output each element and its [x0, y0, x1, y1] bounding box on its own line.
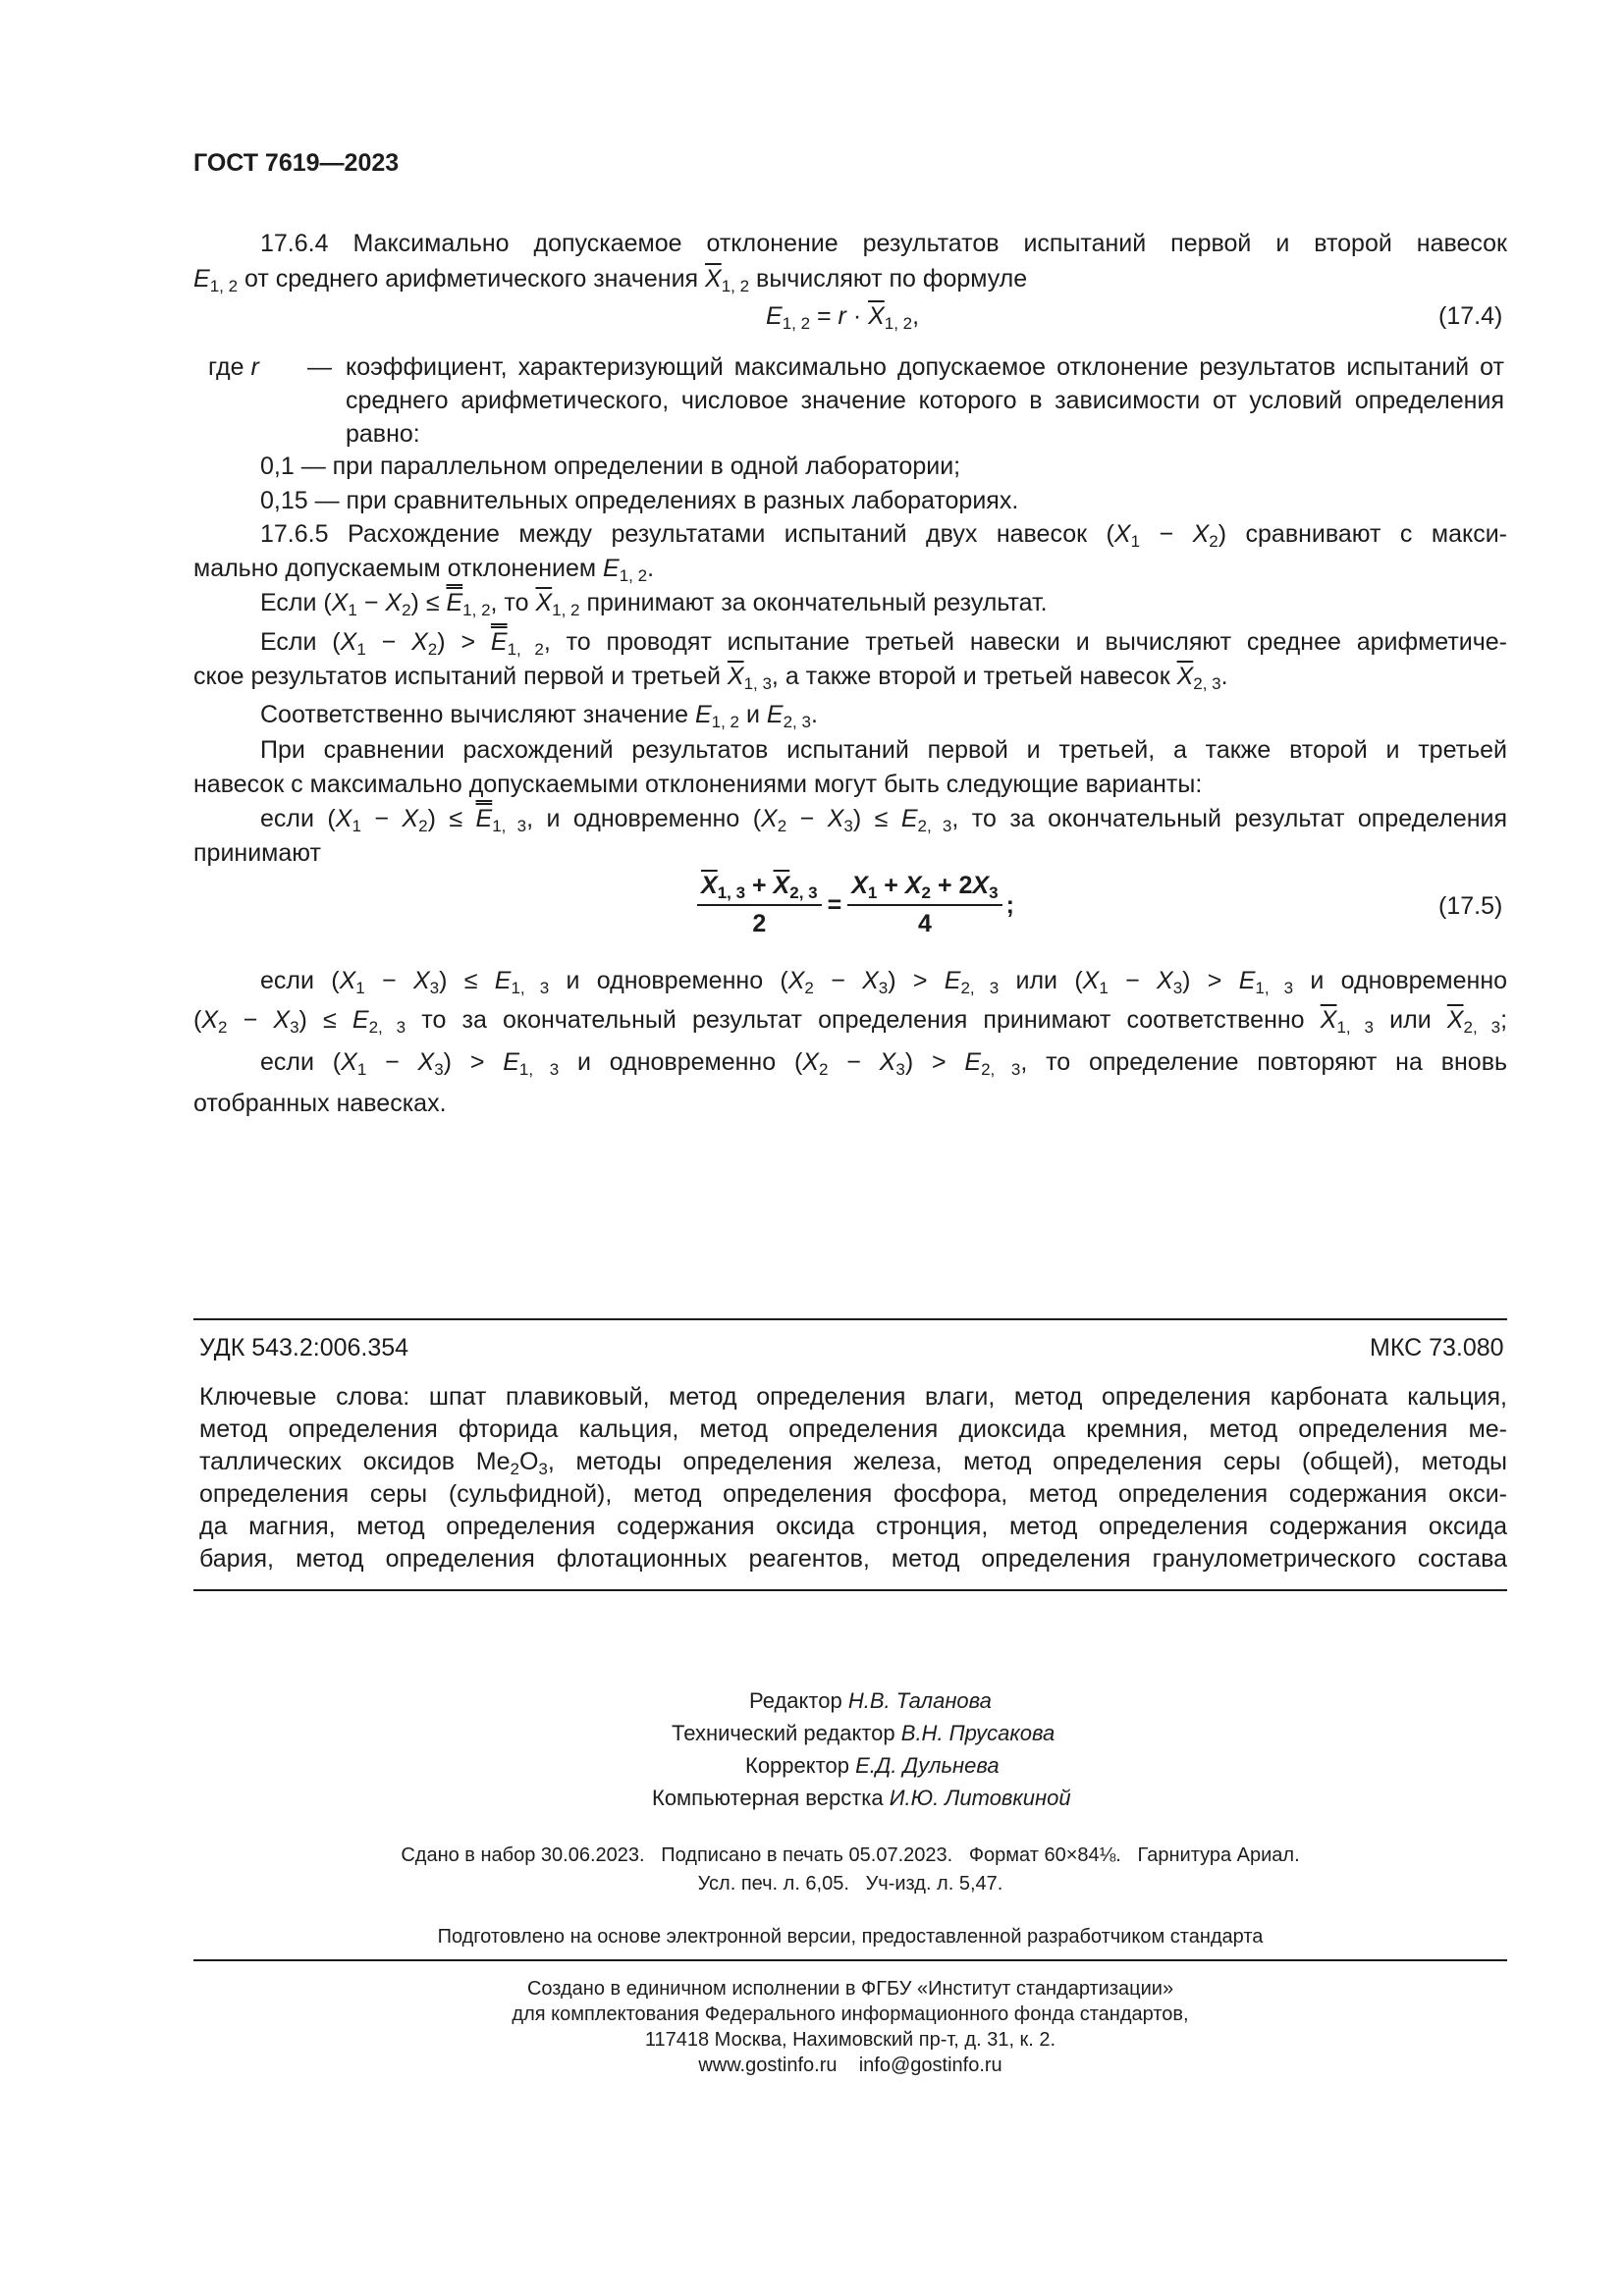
footer-line-2: для комплектования Федерального информационного фонда стандартов,	[512, 2003, 1189, 2025]
case-3-line-1: если $(X_1 - X_3) > E_{1, 3}$ и одновременно $(X_2 - X_3) > E_{2, 3}$, то определение повторяют на вновь	[260, 1048, 1508, 1079]
equation-number-17-4: (17.4)	[1438, 302, 1503, 330]
case-2-line-1: если $(X_1 - X_3) \le E_{1, 3}$ и одновременно $(X_2 - X_3) > E_{2, 3}$ или $(X_1 - X_3) > E_{1, 3}$ и одновременно	[260, 967, 1508, 997]
document-id-header: ГОСТ 7619—2023	[193, 149, 400, 177]
imprint-line-2: Усл. печ. л. 6,05. Уч-изд. л. 5,47.	[697, 1873, 1003, 1895]
comparison-line-1: При сравнении расхождений результатов испытаний первой и третьей, а также второй и третьей	[260, 736, 1507, 764]
value-comparative: 0,15 — при сравнительных определениях в разных лабораториях.	[260, 487, 1019, 514]
keywords-line-3: таллических оксидов $Me_2O_3$, методы определения железа, метод определения серы (общей), методы	[199, 1448, 1507, 1478]
keywords-line-5: да магния, метод определения содержания оксида стронция, метод определения содержания оксида	[199, 1513, 1507, 1540]
comparison-line-2: навесок с максимально допускаемыми отклонениями могут быть следующие варианты:	[193, 771, 1203, 798]
condition-if-2-line-2: ское результатов испытаний первой и третьей $\overline{X}_{1, 3}$, а также второй и третьей навесок $\overline{X}_{2, 3}$.	[193, 663, 1228, 693]
paragraph-17-6-4-line-1: 17.6.4 Максимально допускаемое отклонение результатов испытаний первой и второй навесок	[260, 230, 1507, 257]
footer-line-3: 117418 Москва, Нахимовский пр-т, д. 31, к. 2.	[644, 2029, 1056, 2051]
keywords-line-4: определения серы (сульфидной), метод определения фосфора, метод определения содержания окси-	[199, 1480, 1507, 1508]
where-definition: коэффициент, характеризующий максимально допускаемое отклонение результатов испытаний от среднего арифметического, числовое значение которого в зависимости от условий определения равно:	[346, 353, 1504, 448]
respectively-line: Соответственно вычисляют значение $E_{1, 2}$ и $E_{2, 3}$.	[260, 701, 818, 731]
formula-17-4: $E_{1, 2} = r \cdot \overline{X}_{1, 2}$,	[766, 302, 920, 333]
formula-17-5: $\frac{\overline{X}_{1, 3} + \overline{X}_{2, 3}}{2}$ = $\frac{X_1 + X_2 + 2X_3}{4}$ ;	[697, 872, 1014, 938]
credit-editor: Редактор Н.В. Таланова	[749, 1688, 992, 1713]
divider-bottom	[193, 1959, 1507, 1961]
divider-middle	[193, 1589, 1507, 1591]
condition-if-2-line-1: Если $(X_1 - X_2) > E_{1, 2}$, то проводят испытание третьей навески и вычисляют среднее арифметиче-	[260, 628, 1507, 659]
formula-denominator-left: 2	[752, 910, 767, 937]
footer-line-1: Создано в единичном исполнении в ФГБУ «Институт стандартизации»	[526, 1978, 1174, 2000]
paragraph-17-6-5-line-1: 17.6.5 Расхождение между результатами испытаний двух навесок $(X_1 - X_2)$ сравнивают с макси-	[260, 520, 1507, 551]
formula-denominator-right: 4	[917, 910, 932, 937]
case-2-line-2: $(X_2 - X_3) \le E_{2, 3}$ то за окончательный результат определения принимают соответственно $\overline{X}_{1, 3}$ или $\overline{X}_{2, 3}$;	[193, 1006, 1508, 1037]
where-label: где r	[208, 353, 259, 381]
divider-top	[193, 1318, 1507, 1320]
paragraph-17-6-4-line-2: $E_{1, 2}$ от среднего арифметического значения $\overline{X}_{1, 2}$ вычисляют по формуле	[193, 265, 1028, 295]
prepared-note: Подготовлено на основе электронной версии, предоставленной разработчиком стандарта	[437, 1926, 1264, 1948]
udk-code: УДК 543.2:006.354	[199, 1334, 409, 1362]
credit-proofreader: Корректор Е.Д. Дульнева	[745, 1753, 1000, 1778]
keywords-line-2: метод определения фторида кальция, метод определения диоксида кремния, метод определения ме-	[199, 1415, 1507, 1443]
case-1-line-1: если $(X_1 - X_2) \le E_{1, 3}$, и одновременно $(X_2 - X_3) \le E_{2, 3}$, то за окончательный результат определения	[260, 805, 1508, 835]
where-dash: —	[307, 353, 332, 381]
equation-number-17-5: (17.5)	[1438, 892, 1503, 920]
paragraph-17-6-5-line-2: мально допускаемым отклонением $E_{1, 2}$.	[193, 555, 655, 585]
value-parallel: 0,1 — при параллельном определении в одной лаборатории;	[260, 453, 961, 480]
condition-if-1: Если $(X_1 - X_2) \le E_{1, 2}$, то $\overline{X}_{1, 2}$ принимают за окончательный результат.	[260, 589, 1048, 619]
keywords-line-6: бария, метод определения флотационных реагентов, метод определения гранулометрического состава	[199, 1545, 1507, 1573]
imprint-line-1: Сдано в набор 30.06.2023. Подписано в печать 05.07.2023. Формат 60×84⅛. Гарнитура Ариал.	[401, 1844, 1300, 1866]
mks-code: МКС 73.080	[1370, 1334, 1504, 1362]
credit-technical-editor: Технический редактор В.Н. Прусакова	[672, 1721, 1056, 1745]
credit-layout: Компьютерная верстка И.Ю. Литовкиной	[652, 1786, 1071, 1810]
case-1-line-2: принимают	[193, 839, 321, 867]
keywords-line-1: Ключевые слова: шпат плавиковый, метод определения влаги, метод определения карбоната кальция,	[199, 1383, 1507, 1411]
footer-contacts: www.gostinfo.ru info@gostinfo.ru	[698, 2055, 1002, 2076]
case-3-line-2: отобранных навесках.	[193, 1090, 447, 1117]
